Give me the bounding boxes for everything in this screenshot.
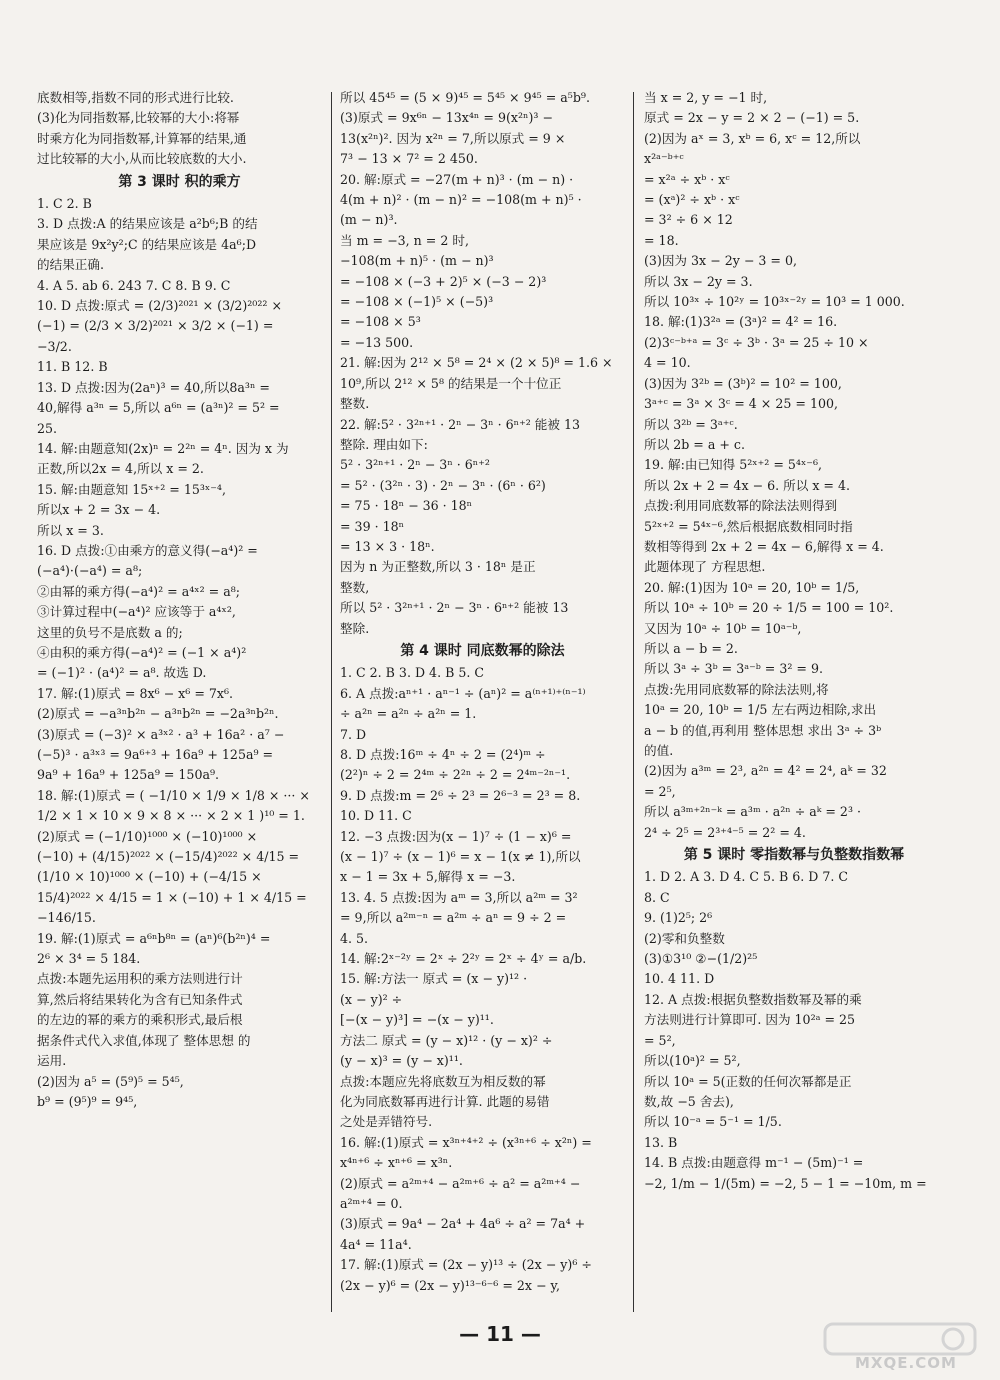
text-line: 所以 3x − 2y = 3.: [644, 273, 753, 289]
text-line: (2)原式 = a²ᵐ⁺⁴ − a²ᵐ⁺⁶ ÷ a² = a²ᵐ⁺⁴ −: [340, 1175, 581, 1191]
left-column: [37, 88, 322, 1318]
text-line: a²ᵐ⁺⁴ = 0.: [340, 1195, 403, 1211]
text-line: 算,然后将结果转化为含有已知条件式: [37, 991, 243, 1007]
text-line: −3/2.: [37, 338, 72, 354]
text-line: 4(m + n)² · (m − n)² = −108(m + n)⁵ ·: [340, 192, 582, 208]
text-line: 所以 10³ˣ ÷ 10²ʸ = 10³ˣ⁻²ʸ = 10³ = 1 000.: [644, 294, 905, 310]
text-line: 10. D 11. C: [340, 808, 412, 824]
text-line: x − 1 = 3x + 5,解得 x = −3.: [340, 869, 516, 885]
text-line: = 9,所以 a²ᵐ⁻ⁿ = a²ᵐ ÷ aⁿ = 9 ÷ 2 =: [340, 910, 567, 926]
middle-column: [340, 88, 625, 1318]
text-line: −146/15.: [37, 910, 96, 926]
text-line: −108(m + n)⁵ · (m − n)³: [340, 253, 494, 269]
text-line: (−5)³ · a³ˣ³ = 9a⁶⁺³ + 16a⁹ + 125a⁹ =: [37, 747, 274, 762]
text-line: x⁴ⁿ⁺⁶ ÷ xⁿ⁺⁶ = x³ⁿ.: [340, 1155, 453, 1171]
text-line: 10. 4 11. D: [644, 971, 715, 987]
text-line: 点拨:本题应先将底数互为相反数的幂: [340, 1073, 546, 1089]
text-line: = 5²,: [644, 1032, 676, 1048]
text-line: ④由积的乘方得(−a⁴)² = (−1 × a⁴)²: [37, 644, 247, 660]
text-line: 11. B 12. B: [37, 359, 108, 375]
section-heading: 第 5 课时 零指数幂与负整数指数幂: [683, 847, 905, 864]
text-line: 7³ − 13 × 7² = 2 450.: [340, 151, 478, 167]
section-heading: 第 3 课时 积的乘方: [118, 173, 241, 190]
text-line: 数相等得到 2x + 2 = 4x − 6,解得 x = 4.: [644, 538, 884, 554]
text-line: 过比较幂的大小,从而比较底数的大小.: [37, 151, 247, 167]
text-line: 之处是弄错符号.: [340, 1114, 433, 1130]
text-line: 数,故 −5 舍去),: [644, 1093, 734, 1109]
text-line: x²ᵃ⁻ᵇ⁺ᶜ: [644, 151, 684, 167]
text-line: 20. 解:(1)因为 10ᵃ = 20, 10ᵇ = 1/5,: [644, 579, 860, 595]
text-line: (3)因为 3²ᵇ = (3ᵇ)² = 10² = 100,: [644, 375, 842, 391]
text-line: 的值.: [644, 743, 674, 758]
text-line: 10⁹,所以 2¹² × 5⁸ 的结果是一个十位正: [340, 375, 562, 391]
text-line: 此题体现了 方程思想.: [644, 559, 766, 575]
text-line: 所以 3ᵃ ÷ 3ᵇ = 3ᵃ⁻ᵇ = 3² = 9.: [644, 661, 823, 677]
text-line: 1. C 2. B 3. D 4. B 5. C: [340, 665, 484, 681]
text-line: 所以 45⁴⁵ = (5 × 9)⁴⁵ = 5⁴⁵ × 9⁴⁵ = a⁵b⁹.: [340, 90, 590, 105]
text-line: 8. D 点拨:16ᵐ ÷ 4ⁿ ÷ 2 = (2⁴)ᵐ ÷: [340, 747, 546, 762]
text-line: (2)因为 a⁵ = (5⁹)⁵ = 5⁴⁵,: [37, 1073, 184, 1089]
text-line: 的结果正确.: [37, 257, 104, 273]
text-line: ②由幂的乘方得(−a⁴)² = a⁴ˣ² = a⁸;: [37, 583, 241, 599]
text-line: (3)①3¹⁰ ②−(1/2)²⁵: [644, 951, 758, 967]
text-line: 4a⁴ = 11a⁴.: [340, 1236, 412, 1252]
text-line: 10ᵃ = 20, 10ᵇ = 1/5 左右两边相除,求出: [644, 702, 877, 718]
text-line: ③计算过程中(−a⁴)² 应该等于 a⁴ˣ²,: [37, 604, 236, 620]
text-line: = 18.: [644, 232, 679, 248]
text-line: 13. 4. 5 点拨:因为 aᵐ = 3,所以 a²ᵐ = 3²: [340, 889, 578, 905]
text-line: 方法二 原式 = (y − x)¹² · (y − x)² ÷: [340, 1032, 553, 1048]
text-line: 5²ˣ⁺² = 5⁴ˣ⁻⁶,然后根据底数相同时指: [644, 518, 853, 534]
text-line: 整除. 理由如下:: [340, 436, 428, 452]
text-line: 2⁶ × 3⁴ = 5 184.: [37, 951, 141, 967]
text-line: 1. C 2. B: [37, 196, 92, 212]
text-line: (3)原式 = 9x⁶ⁿ − 13x⁴ⁿ = 9(x²ⁿ)³ −: [340, 110, 553, 126]
text-line: 所以 a − b = 2.: [644, 640, 738, 656]
text-line: = −13 500.: [340, 334, 414, 350]
watermark-text: MXQE.COM: [855, 1354, 957, 1372]
text-line: 所以 x = 3.: [37, 522, 104, 538]
text-line: = 13 × 3 · 18ⁿ.: [340, 538, 435, 554]
text-line: 15. 解:由题意知 15ˣ⁺² = 15³ˣ⁻⁴,: [37, 481, 226, 497]
text-line: 19. 解:(1)原式 = a⁶ⁿb⁸ⁿ = (aⁿ)⁶(b²ⁿ)⁴ =: [37, 930, 271, 946]
text-line: 据条件式代入求值,体现了 整体思想 的: [37, 1032, 251, 1048]
text-line: 9. (1)2⁵; 2⁶: [644, 910, 713, 926]
text-line: 2⁴ ÷ 2⁵ = 2³⁺⁴⁻⁵ = 2² = 4.: [644, 824, 806, 840]
text-line: 果应该是 9x²y²;C 的结果应该是 4a⁶;D: [37, 236, 257, 252]
text-line: 整除.: [340, 620, 370, 636]
text-line: −2, 1/m − 1/(5m) = −2, 5 − 1 = −10m, m =: [644, 1175, 927, 1191]
text-line: (2)原式 = −a³ⁿb²ⁿ − a³ⁿb²ⁿ = −2a³ⁿb²ⁿ.: [37, 706, 279, 722]
text-line: b⁹ = (9⁵)⁹ = 9⁴⁵,: [37, 1093, 138, 1109]
text-line: = −108 × (−1)⁵ × (−5)³: [340, 294, 494, 310]
text-line: 所以(10ᵃ)² = 5²,: [644, 1053, 741, 1069]
text-line: 14. 解:2ˣ⁻²ʸ = 2ˣ ÷ 2²ʸ = 2ˣ ÷ 4ʸ = a/b.: [340, 951, 587, 967]
text-line: a − b 的值,再利用 整体思想 求出 3ᵃ ÷ 3ᵇ: [644, 722, 882, 738]
text-line: (2x − y)⁶ = (2x − y)¹³⁻⁶⁻⁶ = 2x − y,: [340, 1277, 561, 1293]
text-line: = 75 · 18ⁿ − 36 · 18ⁿ: [340, 498, 473, 514]
watermark-logo: [815, 1322, 985, 1374]
text-line: (3)原式 = 9a⁴ − 2a⁴ + 4a⁶ ÷ a² = 7a⁴ +: [340, 1216, 586, 1232]
text-line: = (−1)² · (a⁴)² = a⁸. 故选 D.: [37, 665, 207, 681]
text-line: (1/10 × 10)¹⁰⁰⁰ × (−10) + (−4/15 ×: [37, 869, 262, 885]
text-line: 17. 解:(1)原式 = 8x⁶ − x⁶ = 7x⁶.: [37, 685, 234, 701]
text-line: 4. 5.: [340, 930, 369, 946]
text-line: = (xᵃ)² ÷ xᵇ · xᶜ: [644, 192, 740, 208]
page-number: — 11 —: [459, 1322, 541, 1346]
text-line: 5² · 3²ⁿ⁺¹ · 2ⁿ − 3ⁿ · 6ⁿ⁺²: [340, 457, 490, 473]
text-line: 8. C: [644, 889, 670, 905]
text-line: (2)3ᶜ⁻ᵇ⁺ᵃ = 3ᶜ ÷ 3ᵇ · 3ᵃ = 25 ÷ 10 ×: [644, 334, 869, 350]
text-line: 15/4)²⁰²² × 4/15 = 1 × (−10) + 1 × 4/15 =: [37, 889, 307, 905]
text-line: 18. 解:(1)原式 = ( −1/10 × 1/9 × 1/8 × ··· ×: [37, 787, 310, 803]
text-line: (x − 1)⁷ ÷ (x − 1)⁶ = x − 1(x ≠ 1),所以: [340, 849, 581, 865]
text-line: = −108 × (−3 + 2)⁵ × (−3 − 2)³: [340, 273, 547, 289]
text-line: 25.: [37, 420, 58, 436]
text-line: 又因为 10ᵃ ÷ 10ᵇ = 10ᵃ⁻ᵇ,: [644, 620, 802, 636]
text-line: = −108 × 5³: [340, 314, 421, 330]
text-line: 所以 2x + 2 = 4x − 6. 所以 x = 4.: [644, 477, 850, 493]
text-line: = 2⁵,: [644, 783, 676, 799]
text-line: (3)化为同指数幂,比较幂的大小:将幂: [37, 110, 240, 126]
text-line: 14. 解:由题意知(2x)ⁿ = 2²ⁿ = 4ⁿ. 因为 x 为: [37, 440, 289, 456]
text-line: 14. B 点拨:由题意得 m⁻¹ − (5m)⁻¹ =: [644, 1155, 864, 1171]
text-line: (2)因为 a³ᵐ = 2³, a²ⁿ = 4² = 2⁴, aᵏ = 32: [644, 763, 887, 779]
text-line: 17. 解:(1)原式 = (2x − y)¹³ ÷ (2x − y)⁶ ÷: [340, 1257, 592, 1273]
right-column: [644, 88, 944, 1318]
text-line: 因为 n 为正整数,所以 3 · 18ⁿ 是正: [340, 559, 536, 575]
text-line: 1/2 × 1 × 10 × 9 × 8 × ··· × 2 × 1 )¹⁰ = 1.: [37, 808, 305, 824]
text-line: 点拨:本题先运用积的乘方法则进行计: [37, 971, 243, 987]
text-line: 20. 解:原式 = −27(m + n)³ · (m − n) ·: [340, 171, 574, 187]
text-line: 16. 解:(1)原式 = x³ⁿ⁺⁴⁺² ÷ (x³ⁿ⁺⁶ ÷ x²ⁿ) =: [340, 1134, 592, 1150]
text-line: 所以 2b = a + c.: [644, 436, 745, 452]
text-line: 22. 解:5² · 3²ⁿ⁺¹ · 2ⁿ − 3ⁿ · 6ⁿ⁺² 能被 13: [340, 416, 581, 432]
column-divider: [633, 92, 634, 1312]
text-line: 运用.: [37, 1053, 67, 1069]
text-line: 4 = 10.: [644, 355, 691, 371]
text-line: 化为同底数幂再进行计算. 此题的易错: [340, 1093, 550, 1109]
text-line: 13. D 点拨:因为(2aⁿ)³ = 40,所以8a³ⁿ =: [37, 379, 270, 395]
text-line: 整数.: [340, 396, 370, 412]
text-line: 19. 解:由已知得 5²ˣ⁺² = 5⁴ˣ⁻⁶,: [644, 457, 822, 473]
text-line: 10. D 点拨:原式 = (2/3)²⁰²¹ × (3/2)²⁰²² ×: [37, 298, 283, 314]
column-divider: [331, 92, 332, 1312]
text-line: 当 x = 2, y = −1 时,: [644, 90, 768, 105]
text-line: (−a⁴)·(−a⁴) = a⁸;: [37, 563, 143, 579]
text-line: (−1) = (2/3 × 3/2)²⁰²¹ × 3/2 × (−1) =: [37, 318, 274, 334]
text-line: 12. A 点拨:根据负整数指数幂及幂的乘: [644, 991, 862, 1007]
text-line: 16. D 点拨:①由乘方的意义得(−a⁴)² =: [37, 542, 258, 558]
text-line: 9a⁹ + 16a⁹ + 125a⁹ = 150a⁹.: [37, 767, 220, 783]
text-line: = 5² · (3²ⁿ · 3) · 2ⁿ − 3ⁿ · (6ⁿ · 6²): [340, 477, 546, 493]
text-line: (−10) + (4/15)²⁰²² × (−15/4)²⁰²² × 4/15 =: [37, 849, 300, 865]
text-line: 点拨:先用同底数幂的除法法则,将: [644, 681, 829, 697]
text-line: 12. −3 点拨:因为(x − 1)⁷ ÷ (1 − x)⁶ =: [340, 828, 572, 844]
text-line: 所以 3²ᵇ = 3ᵃ⁺ᶜ.: [644, 416, 738, 432]
text-line: (3)因为 3x − 2y − 3 = 0,: [644, 253, 797, 269]
text-line: 所以x + 2 = 3x − 4.: [37, 502, 161, 518]
text-line: 正数,所以2x = 4,所以 x = 2.: [37, 461, 204, 477]
text-line: 3. D 点拨:A 的结果应该是 a²b⁶;B 的结: [37, 216, 258, 232]
text-line: 当 m = −3, n = 2 时,: [340, 232, 469, 248]
text-line: 13. B: [644, 1134, 678, 1150]
text-line: (y − x)³ = (y − x)¹¹.: [340, 1053, 463, 1069]
text-line: 所以 10ᵃ = 5(正数的任何次幂都是正: [644, 1073, 852, 1089]
text-line: 方法则进行计算即可. 因为 10²ᵃ = 25: [644, 1012, 856, 1028]
text-line: 3ᵃ⁺ᶜ = 3ᵃ × 3ᶜ = 4 × 25 = 100,: [644, 396, 838, 412]
text-line: [−(x − y)³] = −(x − y)¹¹.: [340, 1012, 494, 1028]
text-line: (x − y)² ÷: [340, 991, 403, 1007]
text-line: 原式 = 2x − y = 2 × 2 − (−1) = 5.: [644, 110, 860, 126]
text-line: 所以 5² · 3²ⁿ⁺¹ · 2ⁿ − 3ⁿ · 6ⁿ⁺² 能被 13: [340, 600, 569, 616]
text-line: 所以 10⁻ᵃ = 5⁻¹ = 1/5.: [644, 1114, 782, 1130]
text-line: 的左边的幂的乘方的乘积形式,最后根: [37, 1012, 243, 1028]
text-line: (2)因为 aˣ = 3, xᵇ = 6, xᶜ = 12,所以: [644, 130, 861, 146]
text-line: 所以 10ᵃ ÷ 10ᵇ = 20 ÷ 1/5 = 100 = 10².: [644, 600, 894, 616]
text-line: 点拨:利用同底数幂的除法法则得到: [644, 498, 838, 514]
text-line: 9. D 点拨:m = 2⁶ ÷ 2³ = 2⁶⁻³ = 2³ = 8.: [340, 787, 581, 803]
text-line: = x²ᵃ ÷ xᵇ · xᶜ: [644, 171, 730, 187]
text-line: 15. 解:方法一 原式 = (x − y)¹² ·: [340, 971, 528, 987]
text-line: ÷ a²ⁿ = a²ⁿ ÷ a²ⁿ = 1.: [340, 706, 477, 722]
text-line: 底数相等,指数不同的形式进行比较.: [37, 90, 234, 105]
text-line: (2)原式 = (−1/10)¹⁰⁰⁰ × (−10)¹⁰⁰⁰ ×: [37, 828, 258, 844]
text-line: (m − n)³.: [340, 212, 398, 228]
text-line: 这里的负号不是底数 a 的;: [37, 624, 183, 640]
text-line: (3)原式 = (−3)² × a³ˣ² · a³ + 16a² · a⁷ −: [37, 726, 285, 742]
text-line: 21. 解:因为 2¹² × 5⁸ = 2⁴ × (2 × 5)⁸ = 1.6 ×: [340, 355, 613, 371]
text-line: 1. D 2. A 3. D 4. C 5. B 6. D 7. C: [644, 869, 849, 885]
text-line: 6. A 点拨:aⁿ⁺¹ · aⁿ⁻¹ ÷ (aⁿ)² = a⁽ⁿ⁺¹⁾⁺⁽ⁿ⁻¹⁾: [340, 685, 586, 701]
text-line: 18. 解:(1)3²ᵃ = (3ᵃ)² = 4² = 16.: [644, 314, 838, 330]
text-line: 所以 a³ᵐ⁺²ⁿ⁻ᵏ = a³ᵐ · a²ⁿ ÷ aᵏ = 2³ ·: [644, 804, 861, 820]
text-line: 时乘方化为同指数幂,计算幂的结果,通: [37, 130, 247, 146]
text-line: = 39 · 18ⁿ: [340, 518, 405, 534]
text-line: 7. D: [340, 726, 367, 742]
text-line: 13(x²ⁿ)². 因为 x²ⁿ = 7,所以原式 = 9 ×: [340, 130, 566, 146]
text-line: 40,解得 a³ⁿ = 5,所以 a⁶ⁿ = (a³ⁿ)² = 5² =: [37, 400, 280, 416]
section-heading: 第 4 课时 同底数幂的除法: [400, 642, 565, 659]
text-line: = 3² ÷ 6 × 12: [644, 212, 733, 228]
text-line: (2)零和负整数: [644, 930, 725, 946]
text-line: 4. A 5. ab 6. 243 7. C 8. B 9. C: [37, 277, 231, 293]
text-line: (2²)ⁿ ÷ 2 = 2⁴ᵐ ÷ 2²ⁿ ÷ 2 = 2⁴ᵐ⁻²ⁿ⁻¹.: [340, 767, 571, 783]
text-line: 整数,: [340, 579, 370, 595]
